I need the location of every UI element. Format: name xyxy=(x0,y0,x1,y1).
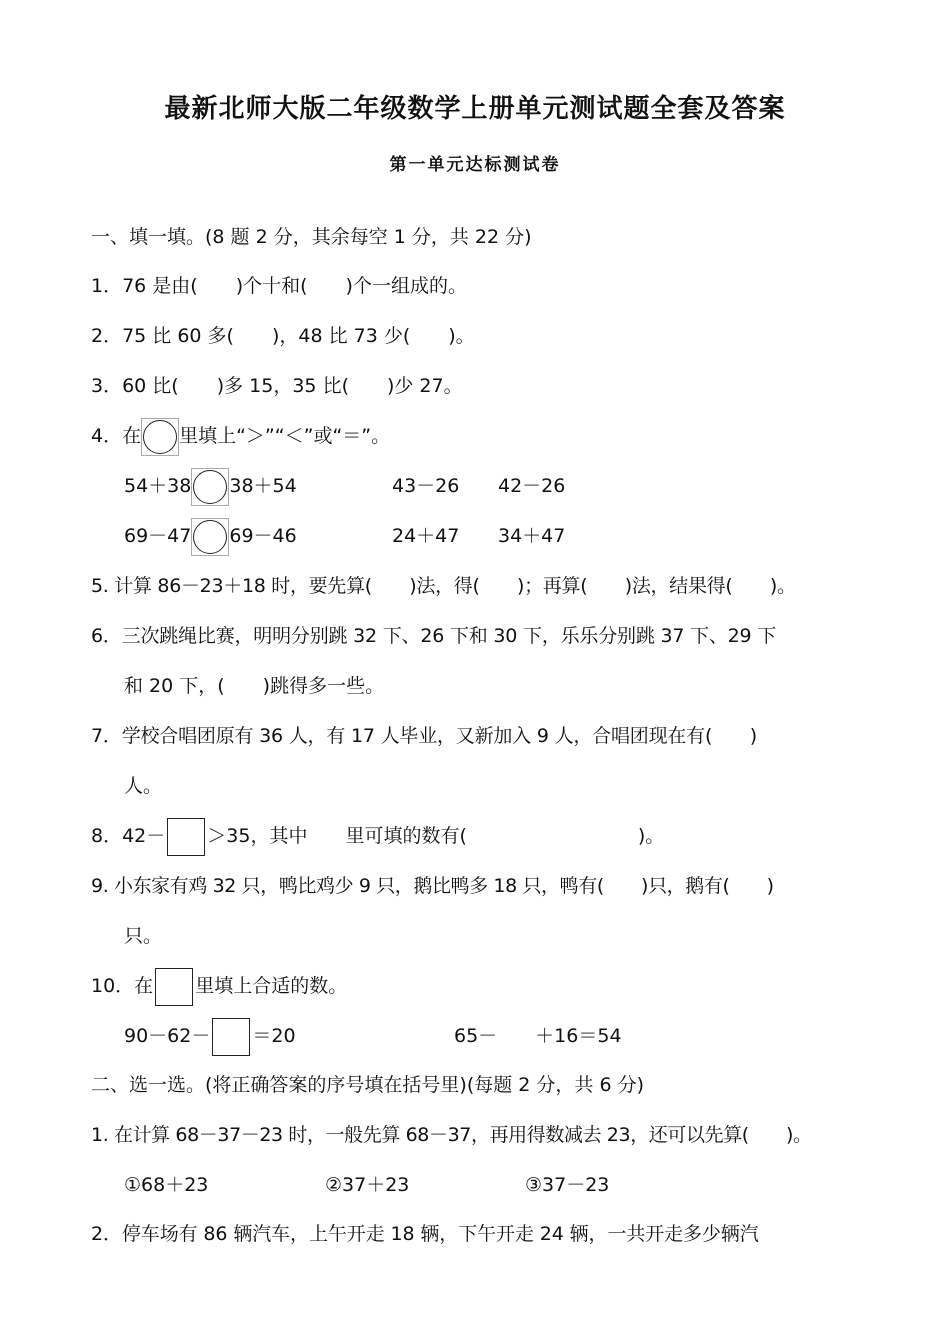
section2-heading: 二、选一选。(将正确答案的序号填在括号里)(每题 2 分，共 6 分) xyxy=(91,1074,644,1096)
section1-heading: 一、填一填。(8 题 2 分，其余每空 1 分，共 22 分) xyxy=(91,226,532,248)
question-1-2: 2．75 比 60 多( )，48 比 73 少( )。 xyxy=(91,325,475,347)
question-1-9-line2: 只。 xyxy=(124,925,163,947)
expression: 24＋47 xyxy=(392,525,460,547)
question-1-10 xyxy=(91,972,347,1000)
answer-circle-icon[interactable] xyxy=(191,468,229,506)
page-subtitle: 第一单元达标测试卷 xyxy=(389,155,561,175)
compare-circle-icon xyxy=(141,418,179,456)
q4-row-2-left xyxy=(124,522,297,550)
q10-prefix: 10．在 xyxy=(91,975,154,997)
expression: 34＋47 xyxy=(498,525,566,547)
option-3: ③37－23 xyxy=(525,1174,610,1196)
question-1-1: 1．76 是由( )个十和( )个一组成的。 xyxy=(91,275,467,297)
expression: 90－62－ xyxy=(124,1025,211,1047)
question-1-6-line2: 和 20 下，( )跳得多一些。 xyxy=(124,675,385,697)
expression: 42－26 xyxy=(498,475,566,497)
question-1-7-line2: 人。 xyxy=(124,775,163,797)
q10-expression-b: 65－ ＋16＝54 xyxy=(454,1025,622,1047)
answer-box-icon[interactable] xyxy=(167,818,205,856)
question-1-8 xyxy=(91,822,664,850)
question-1-3: 3．60 比( )多 15，35 比( )少 27。 xyxy=(91,375,463,397)
q4-prefix: 4．在 xyxy=(91,425,142,447)
question-1-6-line1: 6．三次跳绳比赛，明明分别跳 32 下、26 下和 30 下，乐乐分别跳 37 下、29 下 xyxy=(91,625,777,647)
page-title: 最新北师大版二年级数学上册单元测试题全套及答案 xyxy=(164,94,786,124)
question-1-4 xyxy=(91,422,390,450)
box-icon xyxy=(155,968,193,1006)
expression: ＝20 xyxy=(252,1025,296,1047)
q8-suffix: ＞35，其中 里可填的数有( )。 xyxy=(207,825,665,847)
expression: 38＋54 xyxy=(229,475,297,497)
answer-circle-icon[interactable] xyxy=(191,518,229,556)
question-1-7-line1: 7．学校合唱团原有 36 人，有 17 人毕业，又新加入 9 人，合唱团现在有( ) xyxy=(91,725,757,747)
expression: 54＋38 xyxy=(124,475,192,497)
question-1-9-line1: 9. 小东家有鸡 32 只，鸭比鸡少 9 只，鹅比鸭多 18 只，鸭有( )只，鹅有( ) xyxy=(91,875,774,897)
answer-box-icon[interactable] xyxy=(212,1018,250,1056)
expression: 69－47 xyxy=(124,525,192,547)
q4-row-1-left xyxy=(124,472,297,500)
question-1-5: 5. 计算 86－23＋18 时，要先算( )法，得( )；再算( )法，结果得( )。 xyxy=(91,575,796,597)
expression: 69－46 xyxy=(229,525,297,547)
question-2-1: 1. 在计算 68－37－23 时，一般先算 68－37，再用得数减去 23，还可以先算( )。 xyxy=(91,1124,812,1146)
q10-expression-a xyxy=(124,1022,296,1050)
question-2-2: 2．停车场有 86 辆汽车，上午开走 18 辆，下午开走 24 辆，一共开走多少辆汽 xyxy=(91,1223,759,1245)
option-1: ①68＋23 xyxy=(124,1174,209,1196)
q4-suffix: 里填上“＞”“＜”或“＝”。 xyxy=(179,425,391,447)
expression: 43－26 xyxy=(392,475,460,497)
option-2: ②37＋23 xyxy=(325,1174,410,1196)
q8-prefix: 8．42－ xyxy=(91,825,166,847)
q10-suffix: 里填上合适的数。 xyxy=(195,975,348,997)
